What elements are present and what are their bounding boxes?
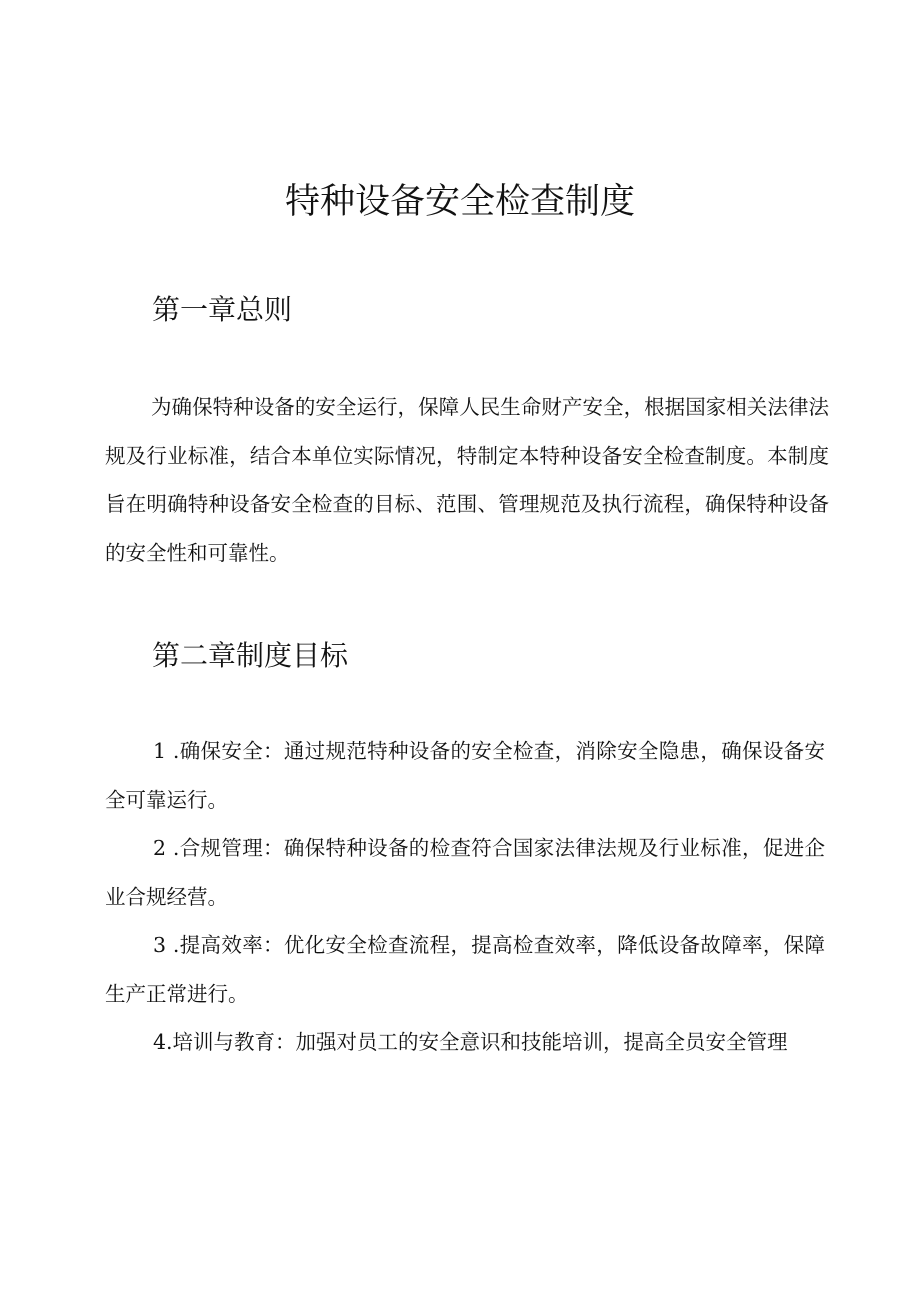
objective-item-2: 2 .合规管理：确保特种设备的检查符合国家法律法规及行业标准，促进企业合规经营。 [105,836,825,909]
objective-item-3: 3 .提高效率：优化安全检查流程，提高检查效率，降低设备故障率，保障生产正常进行。 [105,933,825,1006]
chapter-1-heading: 第一章总则 [152,293,293,326]
document-title: 特种设备安全检查制度 [284,182,635,222]
chapter-2-heading: 第二章制度目标 [152,639,349,672]
objective-item-1: 1 .确保安全：通过规范特种设备的安全检查，消除安全隐患，确保设备安全可靠运行。 [105,739,825,812]
objective-item-4: 4.培训与教育：加强对员工的安全意识和技能培训，提高全员安全管理 [153,1030,788,1054]
chapter-1-paragraph: 为确保特种设备的安全运行，保障人民生命财产安全，根据国家相关法律法规及行业标准，结合本单位实际情况，特制定本特种设备安全检查制度。本制度旨在明确特种设备安全检查的目标、范围、管理规范及执行流程，确保特种设备的安全性和可靠性。 [105,395,829,565]
